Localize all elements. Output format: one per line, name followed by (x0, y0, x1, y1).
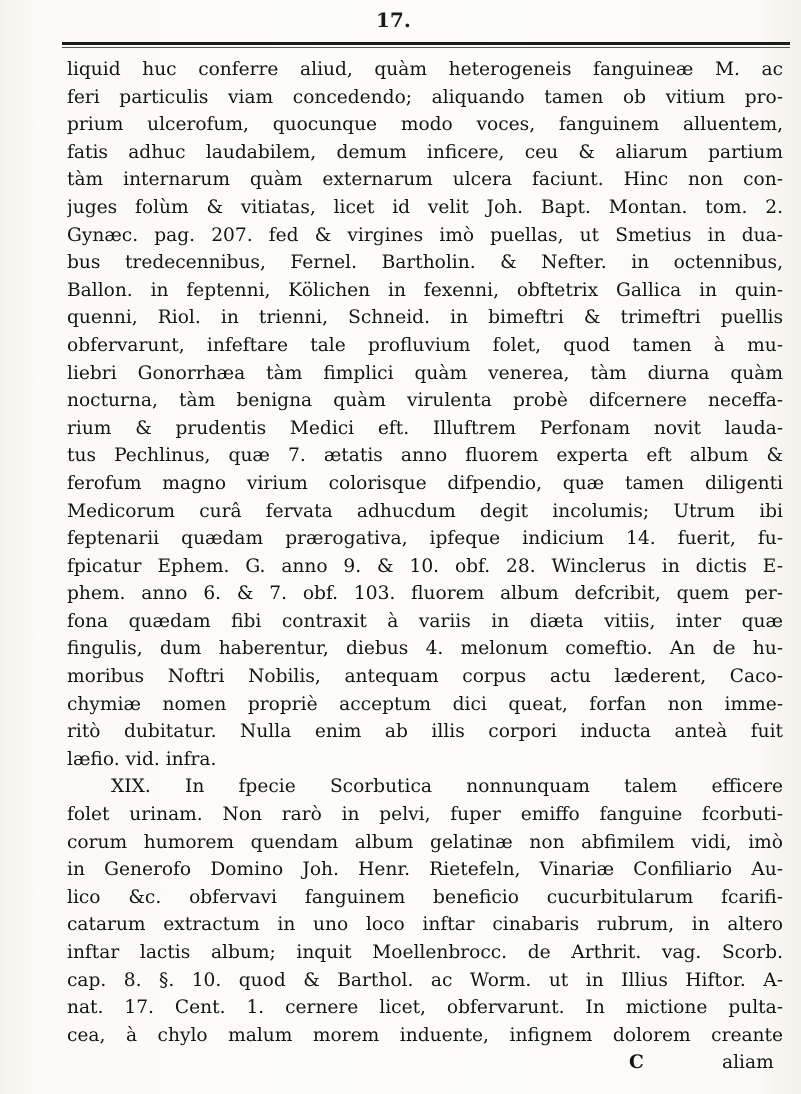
text-line: catarum extractum in uno loco inftar cinabaris rubrum, in altero (67, 914, 783, 936)
text-line: moribus Noftri Nobilis, antequam corpus actu læderent, Caco- (67, 666, 783, 688)
section-heading-line: XIX. In fpecie Scorbutica nonnunquam talem efficere (111, 776, 783, 798)
text-line: Ballon. in feptenni, Kölichen in fexenni, obftetrix Gallica in quin- (67, 279, 783, 301)
text-line: bus tredecennibus, Fernel. Bartholin. & Nefter. in octennibus, (67, 252, 783, 274)
text-line: fpicatur Ephem. G. anno 9. & 10. obf. 28. Winclerus in dictis E- (67, 555, 783, 577)
text-line: lico &c. obfervavi fanguinem beneficio cucurbitularum fcarifi- (67, 886, 783, 908)
text-line: læfio. vid. infra. (67, 748, 217, 770)
text-line: inftar lactis album; inquit Moellenbrocc. de Arthrit. vag. Scorb. (67, 942, 783, 963)
text-line: liebri Gonorrhæa tàm fimplici quàm venerea, tàm diurna quàm (67, 362, 783, 384)
text-line: folet urinam. Non rarò in pelvi, fuper emiffo fanguine fcorbuti- (67, 804, 783, 826)
text-line: fatis adhuc laudabilem, demum inficere, ceu & aliarum partium (67, 141, 783, 163)
text-line: in Generofo Domino Joh. Henr. Rietefeln, Vinariæ Confiliario Au- (67, 859, 783, 881)
text-line: obfervarunt, infeftare tale profluvium folet, quod tamen à mu- (67, 334, 783, 356)
body-text (67, 56, 783, 1077)
text-line: quenni, Riol. in trienni, Schneid. in bimeftri & trimeftri puellis (67, 307, 783, 329)
text-line: tàm internarum quàm externarum ulcera faciunt. Hinc non con- (67, 169, 783, 191)
text-line: feptenarii quædam prærogativa, ipfeque indicium 14. fuerit, fu- (67, 528, 783, 550)
text-line: ritò dubitatur. Nulla enim ab illis corpori inducta anteà fuit (67, 721, 783, 743)
text-line: juges folùm & vitiatas, licet id velit Joh. Bapt. Montan. tom. 2. (67, 196, 783, 218)
text-line: tus Pechlinus, quæ 7. ætatis anno fluorem experta eft album & (67, 445, 783, 467)
text-line: Medicorum curâ fervata adhucdum degit incolumis; Utrum ibi (67, 500, 783, 522)
text-line: cea, à chylo malum morem induente, infignem dolorem creante (67, 1024, 783, 1046)
header-rule (62, 42, 790, 45)
text-line: chymiæ nomen propriè acceptum dici queat, forfan non imme- (67, 693, 783, 715)
header-rule-thin (62, 47, 790, 48)
text-line: prium ulcerofum, quocunque modo voces, fanguinem alluentem, (67, 114, 783, 136)
text-line: ferofum magno virium colorisque difpendio, quæ tamen diligenti (67, 472, 783, 494)
text-line: liquid huc conferre aliud, quàm heterogeneis fanguineæ M. ac (67, 59, 783, 80)
text-line: nocturna, tàm benigna quàm virulenta probè difcernere neceffa- (67, 390, 783, 412)
text-line: fona quædam fibi contraxit à variis in diæta vitiis, inter quæ (67, 610, 783, 632)
text-line: nat. 17. Cent. 1. cernere licet, obfervarunt. In mictione pulta- (67, 997, 783, 1019)
text-line: fingulis, dum haberentur, diebus 4. melonum comeftio. An de hu- (67, 638, 783, 660)
page-number: 17. (376, 8, 411, 32)
text-line: phem. anno 6. & 7. obf. 103. fluorem album defcribit, quem per- (67, 583, 783, 605)
signature-mark: C (629, 1052, 644, 1074)
text-line: cap. 8. §. 10. quod & Barthol. ac Worm. ut in Illius Hiftor. A- (67, 969, 783, 991)
text-line: corum humorem quendam album gelatinæ non abfimilem vidi, imò (67, 831, 783, 853)
text-line: feri particulis viam concedendo; aliquando tamen ob vitium pro- (67, 86, 783, 108)
text-line: Gynæc. pag. 207. fed & virgines imò puellas, ut Smetius in dua- (67, 224, 783, 246)
catchword: aliam (722, 1052, 774, 1074)
footer-line (67, 1049, 783, 1077)
text-line: rium & prudentis Medici eft. Illuftrem Perfonam novit lauda- (67, 417, 783, 439)
